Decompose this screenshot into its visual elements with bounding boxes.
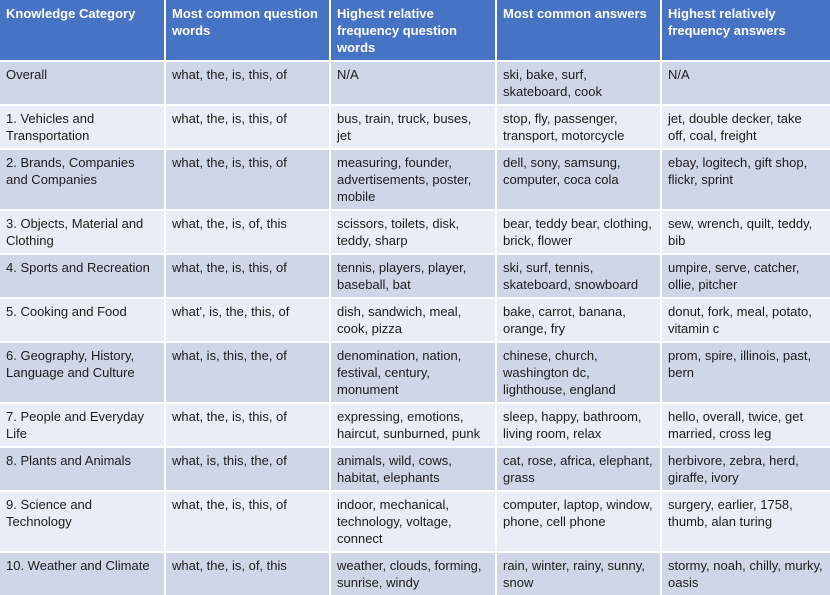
value-cell: what, is, this, the, of bbox=[166, 448, 331, 492]
table-body bbox=[0, 62, 830, 595]
column-header-highest-relatively-frequency-answers: Highest relatively frequency answers bbox=[662, 0, 830, 62]
value-cell: what, is, this, the, of bbox=[166, 343, 331, 404]
value-cell: ebay, logitech, gift shop, flickr, sprint bbox=[662, 150, 830, 211]
value-cell: indoor, mechanical, technology, voltage, connect bbox=[331, 492, 497, 553]
value-cell: cat, rose, africa, elephant, grass bbox=[497, 448, 662, 492]
value-cell: what, the, is, this, of bbox=[166, 150, 331, 211]
value-cell: N/A bbox=[662, 62, 830, 106]
table-row bbox=[0, 404, 830, 448]
value-cell: what, the, is, this, of bbox=[166, 492, 331, 553]
value-cell: ski, bake, surf, skateboard, cook bbox=[497, 62, 662, 106]
category-cell: Overall bbox=[0, 62, 166, 106]
header-row bbox=[0, 0, 830, 62]
table-row bbox=[0, 448, 830, 492]
value-cell: measuring, founder, advertisements, poster, mobile bbox=[331, 150, 497, 211]
column-header-most-common-answers: Most common answers bbox=[497, 0, 662, 62]
value-cell: chinese, church, washington dc, lighthouse, england bbox=[497, 343, 662, 404]
value-cell: jet, double decker, take off, coal, freight bbox=[662, 106, 830, 150]
category-cell: 5. Cooking and Food bbox=[0, 299, 166, 343]
value-cell: prom, spire, illinois, past, bern bbox=[662, 343, 830, 404]
value-cell: bake, carrot, banana, orange, fry bbox=[497, 299, 662, 343]
value-cell: what, the, is, of, this bbox=[166, 211, 331, 255]
category-cell: 2. Brands, Companies and Companies bbox=[0, 150, 166, 211]
value-cell: umpire, serve, catcher, ollie, pitcher bbox=[662, 255, 830, 299]
value-cell: dish, sandwich, meal, cook, pizza bbox=[331, 299, 497, 343]
value-cell: tennis, players, player, baseball, bat bbox=[331, 255, 497, 299]
value-cell: expressing, emotions, haircut, sunburned, punk bbox=[331, 404, 497, 448]
category-cell: 4. Sports and Recreation bbox=[0, 255, 166, 299]
value-cell: what, the, is, this, of bbox=[166, 106, 331, 150]
table-row bbox=[0, 492, 830, 553]
value-cell: sew, wrench, quilt, teddy, bib bbox=[662, 211, 830, 255]
table-header bbox=[0, 0, 830, 62]
value-cell: bear, teddy bear, clothing, brick, flower bbox=[497, 211, 662, 255]
value-cell: sleep, happy, bathroom, living room, relax bbox=[497, 404, 662, 448]
value-cell: N/A bbox=[331, 62, 497, 106]
value-cell: ski, surf, tennis, skateboard, snowboard bbox=[497, 255, 662, 299]
category-cell: 9. Science and Technology bbox=[0, 492, 166, 553]
category-cell: 8. Plants and Animals bbox=[0, 448, 166, 492]
value-cell: surgery, earlier, 1758, thumb, alan turing bbox=[662, 492, 830, 553]
table-row bbox=[0, 62, 830, 106]
category-cell: 10. Weather and Climate bbox=[0, 553, 166, 595]
value-cell: denomination, nation, festival, century, monument bbox=[331, 343, 497, 404]
table-row bbox=[0, 211, 830, 255]
table-row bbox=[0, 343, 830, 404]
value-cell: what, the, is, this, of bbox=[166, 255, 331, 299]
value-cell: stormy, noah, chilly, murky, oasis bbox=[662, 553, 830, 595]
category-cell: 7. People and Everyday Life bbox=[0, 404, 166, 448]
value-cell: rain, winter, rainy, sunny, snow bbox=[497, 553, 662, 595]
value-cell: stop, fly, passenger, transport, motorcycle bbox=[497, 106, 662, 150]
value-cell: bus, train, truck, buses, jet bbox=[331, 106, 497, 150]
value-cell: scissors, toilets, disk, teddy, sharp bbox=[331, 211, 497, 255]
value-cell: what', is, the, this, of bbox=[166, 299, 331, 343]
column-header-highest-relative-frequency-question-words: Highest relative frequency question words bbox=[331, 0, 497, 62]
category-cell: 1. Vehicles and Transportation bbox=[0, 106, 166, 150]
value-cell: what, the, is, of, this bbox=[166, 553, 331, 595]
value-cell: computer, laptop, window, phone, cell phone bbox=[497, 492, 662, 553]
value-cell: weather, clouds, forming, sunrise, windy bbox=[331, 553, 497, 595]
value-cell: dell, sony, samsung, computer, coca cola bbox=[497, 150, 662, 211]
column-header-most-common-question-words: Most common question words bbox=[166, 0, 331, 62]
value-cell: animals, wild, cows, habitat, elephants bbox=[331, 448, 497, 492]
table-row bbox=[0, 106, 830, 150]
value-cell: donut, fork, meal, potato, vitamin c bbox=[662, 299, 830, 343]
category-cell: 3. Objects, Material and Clothing bbox=[0, 211, 166, 255]
table-row bbox=[0, 553, 830, 595]
value-cell: what, the, is, this, of bbox=[166, 62, 331, 106]
category-cell: 6. Geography, History, Language and Culture bbox=[0, 343, 166, 404]
column-header-knowledge-category: Knowledge Category bbox=[0, 0, 166, 62]
value-cell: what, the, is, this, of bbox=[166, 404, 331, 448]
value-cell: herbivore, zebra, herd, giraffe, ivory bbox=[662, 448, 830, 492]
table-row bbox=[0, 150, 830, 211]
table-row bbox=[0, 299, 830, 343]
table-row bbox=[0, 255, 830, 299]
value-cell: hello, overall, twice, get married, cross leg bbox=[662, 404, 830, 448]
